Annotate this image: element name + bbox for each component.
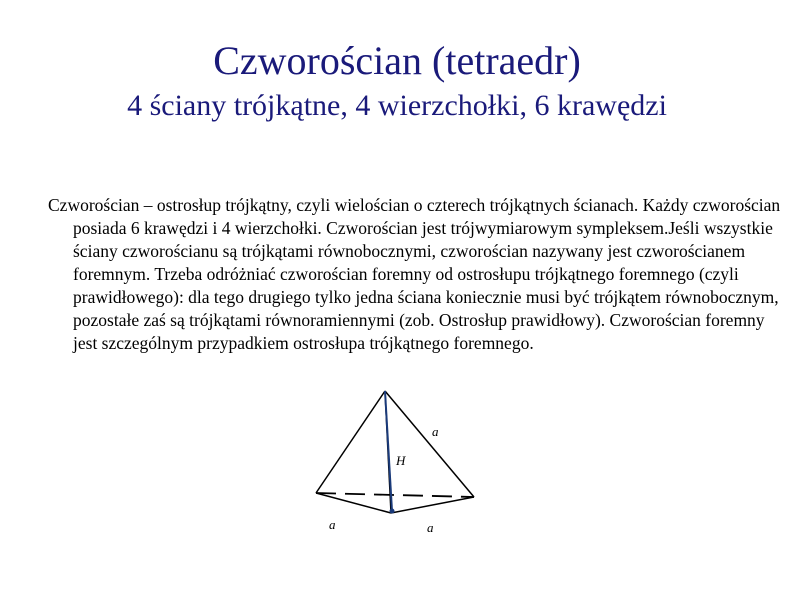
edge-left-front (316, 493, 391, 513)
label-edge-bottom-left: a (329, 517, 336, 532)
label-height: H (396, 453, 406, 468)
edge-front-right (391, 497, 474, 513)
tetrahedron-diagram (296, 380, 496, 550)
base-center-dot (390, 509, 395, 514)
height-line (385, 391, 392, 511)
label-edge-bottom-right: a (427, 520, 434, 535)
slide-title: Czworościan (tetraedr) (213, 38, 581, 83)
edge-apex-right (385, 391, 474, 497)
body-paragraph: Czworościan – ostrosłup trójkątny, czyli wielościan o czterech trójkątnych ścianach. Każdy czworościan posiada 6 krawędzi i 4 wierzchołki. Czworościan jest trójwymiarowym sympleksem.Jeśli wszystkie ściany czworościanu są trójkątami równobocznymi, czworościan nazywany jest czworościanem foremnym. Trzeba odróżniać czworościan foremny od ostrosłupu trójkątnego foremnego (czyli prawidłowego): dla tego drugiego tylko jedna ściana koniecznie musi być trójkątem równobocznym, pozostałe zaś są trójkątami równoramiennymi (zob. Ostrosłup prawidłowy). Czworościan foremny jest szczególnym przypadkiem ostrosłupa trójkątnego foremnego. (48, 195, 781, 353)
label-edge-right: a (432, 424, 439, 439)
edge-left-right-hidden (316, 493, 474, 497)
edge-apex-left (316, 391, 385, 493)
slide-subtitle: 4 ściany trójkątne, 4 wierzchołki, 6 krawędzi (127, 89, 667, 122)
